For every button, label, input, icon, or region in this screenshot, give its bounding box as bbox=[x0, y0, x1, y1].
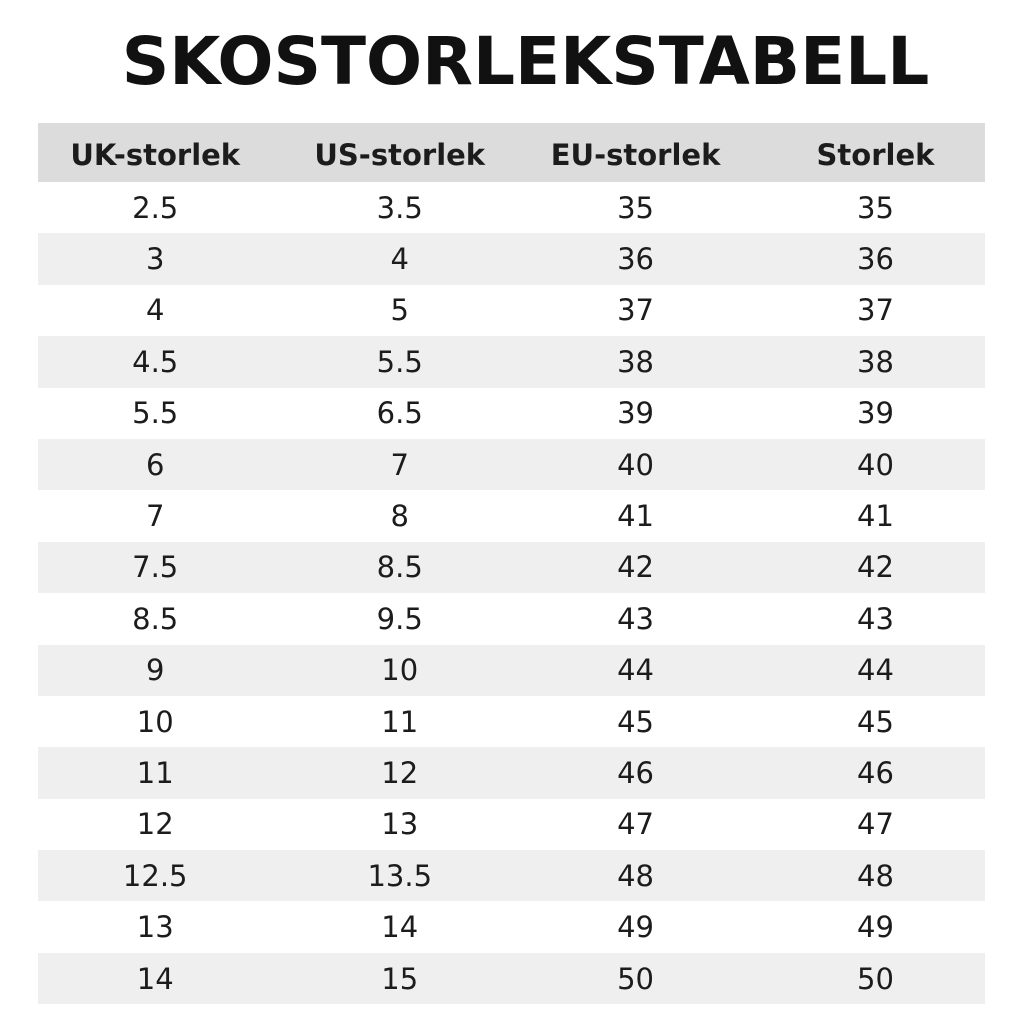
cell-us-size: 13.5 bbox=[367, 858, 433, 893]
cell-eu-size: 39 bbox=[617, 396, 654, 431]
cell-eu-size: 37 bbox=[617, 293, 654, 328]
cell-us-size: 15 bbox=[381, 961, 419, 996]
table-row bbox=[38, 593, 985, 644]
cell-us-size: 4 bbox=[390, 242, 409, 277]
header-size: Storlek bbox=[816, 137, 935, 172]
cell-us-size: 6.5 bbox=[376, 396, 423, 431]
cell-uk-size: 2.5 bbox=[132, 190, 179, 225]
cell-uk-size: 12.5 bbox=[122, 858, 188, 893]
cell-size: 41 bbox=[857, 499, 894, 534]
table-row bbox=[38, 542, 985, 593]
cell-eu-size: 40 bbox=[617, 447, 654, 482]
cell-eu-size: 41 bbox=[617, 499, 654, 534]
table-header-row bbox=[38, 123, 985, 182]
cell-uk-size: 8.5 bbox=[132, 601, 179, 636]
cell-eu-size: 35 bbox=[617, 190, 654, 225]
cell-size: 49 bbox=[857, 910, 894, 945]
cell-size: 43 bbox=[857, 601, 894, 636]
table-row bbox=[38, 182, 985, 233]
cell-us-size: 7 bbox=[390, 447, 409, 482]
cell-size: 37 bbox=[857, 293, 894, 328]
header-us-size: US-storlek bbox=[314, 137, 486, 172]
cell-size: 35 bbox=[857, 190, 894, 225]
table-row bbox=[38, 388, 985, 439]
cell-us-size: 5 bbox=[390, 293, 409, 328]
cell-eu-size: 42 bbox=[617, 550, 654, 585]
cell-size: 50 bbox=[857, 961, 894, 996]
cell-eu-size: 46 bbox=[617, 755, 654, 790]
cell-size: 38 bbox=[857, 344, 894, 379]
cell-size: 46 bbox=[857, 755, 894, 790]
cell-eu-size: 48 bbox=[617, 858, 654, 893]
cell-size: 40 bbox=[857, 447, 894, 482]
table-body bbox=[38, 182, 985, 1004]
table-row bbox=[38, 285, 985, 336]
table-row bbox=[38, 747, 985, 798]
size-table bbox=[38, 123, 985, 1004]
cell-eu-size: 50 bbox=[617, 961, 654, 996]
cell-uk-size: 4 bbox=[145, 293, 165, 328]
cell-eu-size: 36 bbox=[617, 242, 654, 277]
cell-size: 47 bbox=[857, 807, 894, 842]
table-row bbox=[38, 490, 985, 541]
cell-us-size: 9.5 bbox=[376, 601, 423, 636]
table-row bbox=[38, 439, 985, 490]
table-row bbox=[38, 901, 985, 952]
cell-us-size: 13 bbox=[381, 807, 419, 842]
header-eu-size: EU-storlek bbox=[550, 137, 721, 172]
cell-size: 36 bbox=[857, 242, 894, 277]
cell-uk-size: 12 bbox=[136, 807, 174, 842]
table-row bbox=[38, 645, 985, 696]
cell-size: 42 bbox=[857, 550, 894, 585]
header-uk-size: UK-storlek bbox=[70, 137, 241, 172]
cell-uk-size: 7.5 bbox=[132, 550, 179, 585]
table-row bbox=[38, 336, 985, 387]
table-row bbox=[38, 696, 985, 747]
cell-uk-size: 14 bbox=[136, 961, 174, 996]
cell-uk-size: 6 bbox=[145, 447, 165, 482]
cell-uk-size: 5.5 bbox=[132, 396, 179, 431]
cell-uk-size: 7 bbox=[145, 499, 165, 534]
table-row bbox=[38, 799, 985, 850]
cell-eu-size: 38 bbox=[617, 344, 654, 379]
cell-us-size: 11 bbox=[381, 704, 419, 739]
cell-us-size: 5.5 bbox=[376, 344, 423, 379]
page-title: SKOSTORLEKSTABELL bbox=[121, 23, 930, 100]
cell-size: 45 bbox=[857, 704, 894, 739]
cell-eu-size: 44 bbox=[617, 653, 654, 688]
cell-size: 48 bbox=[857, 858, 894, 893]
cell-eu-size: 45 bbox=[617, 704, 654, 739]
cell-us-size: 10 bbox=[381, 653, 419, 688]
cell-us-size: 14 bbox=[381, 910, 419, 945]
table-row bbox=[38, 850, 985, 901]
cell-us-size: 8 bbox=[390, 499, 409, 534]
table-row bbox=[38, 233, 985, 284]
cell-uk-size: 4.5 bbox=[132, 344, 179, 379]
cell-size: 44 bbox=[857, 653, 894, 688]
cell-uk-size: 9 bbox=[145, 653, 165, 688]
cell-uk-size: 10 bbox=[136, 704, 174, 739]
table-row bbox=[38, 953, 985, 1004]
cell-uk-size: 13 bbox=[136, 910, 174, 945]
cell-eu-size: 47 bbox=[617, 807, 654, 842]
cell-uk-size: 3 bbox=[145, 242, 165, 277]
cell-us-size: 3.5 bbox=[376, 190, 423, 225]
cell-us-size: 12 bbox=[381, 755, 419, 790]
cell-eu-size: 49 bbox=[617, 910, 654, 945]
cell-us-size: 8.5 bbox=[376, 550, 423, 585]
cell-eu-size: 43 bbox=[617, 601, 654, 636]
cell-size: 39 bbox=[857, 396, 894, 431]
cell-uk-size: 11 bbox=[136, 755, 174, 790]
